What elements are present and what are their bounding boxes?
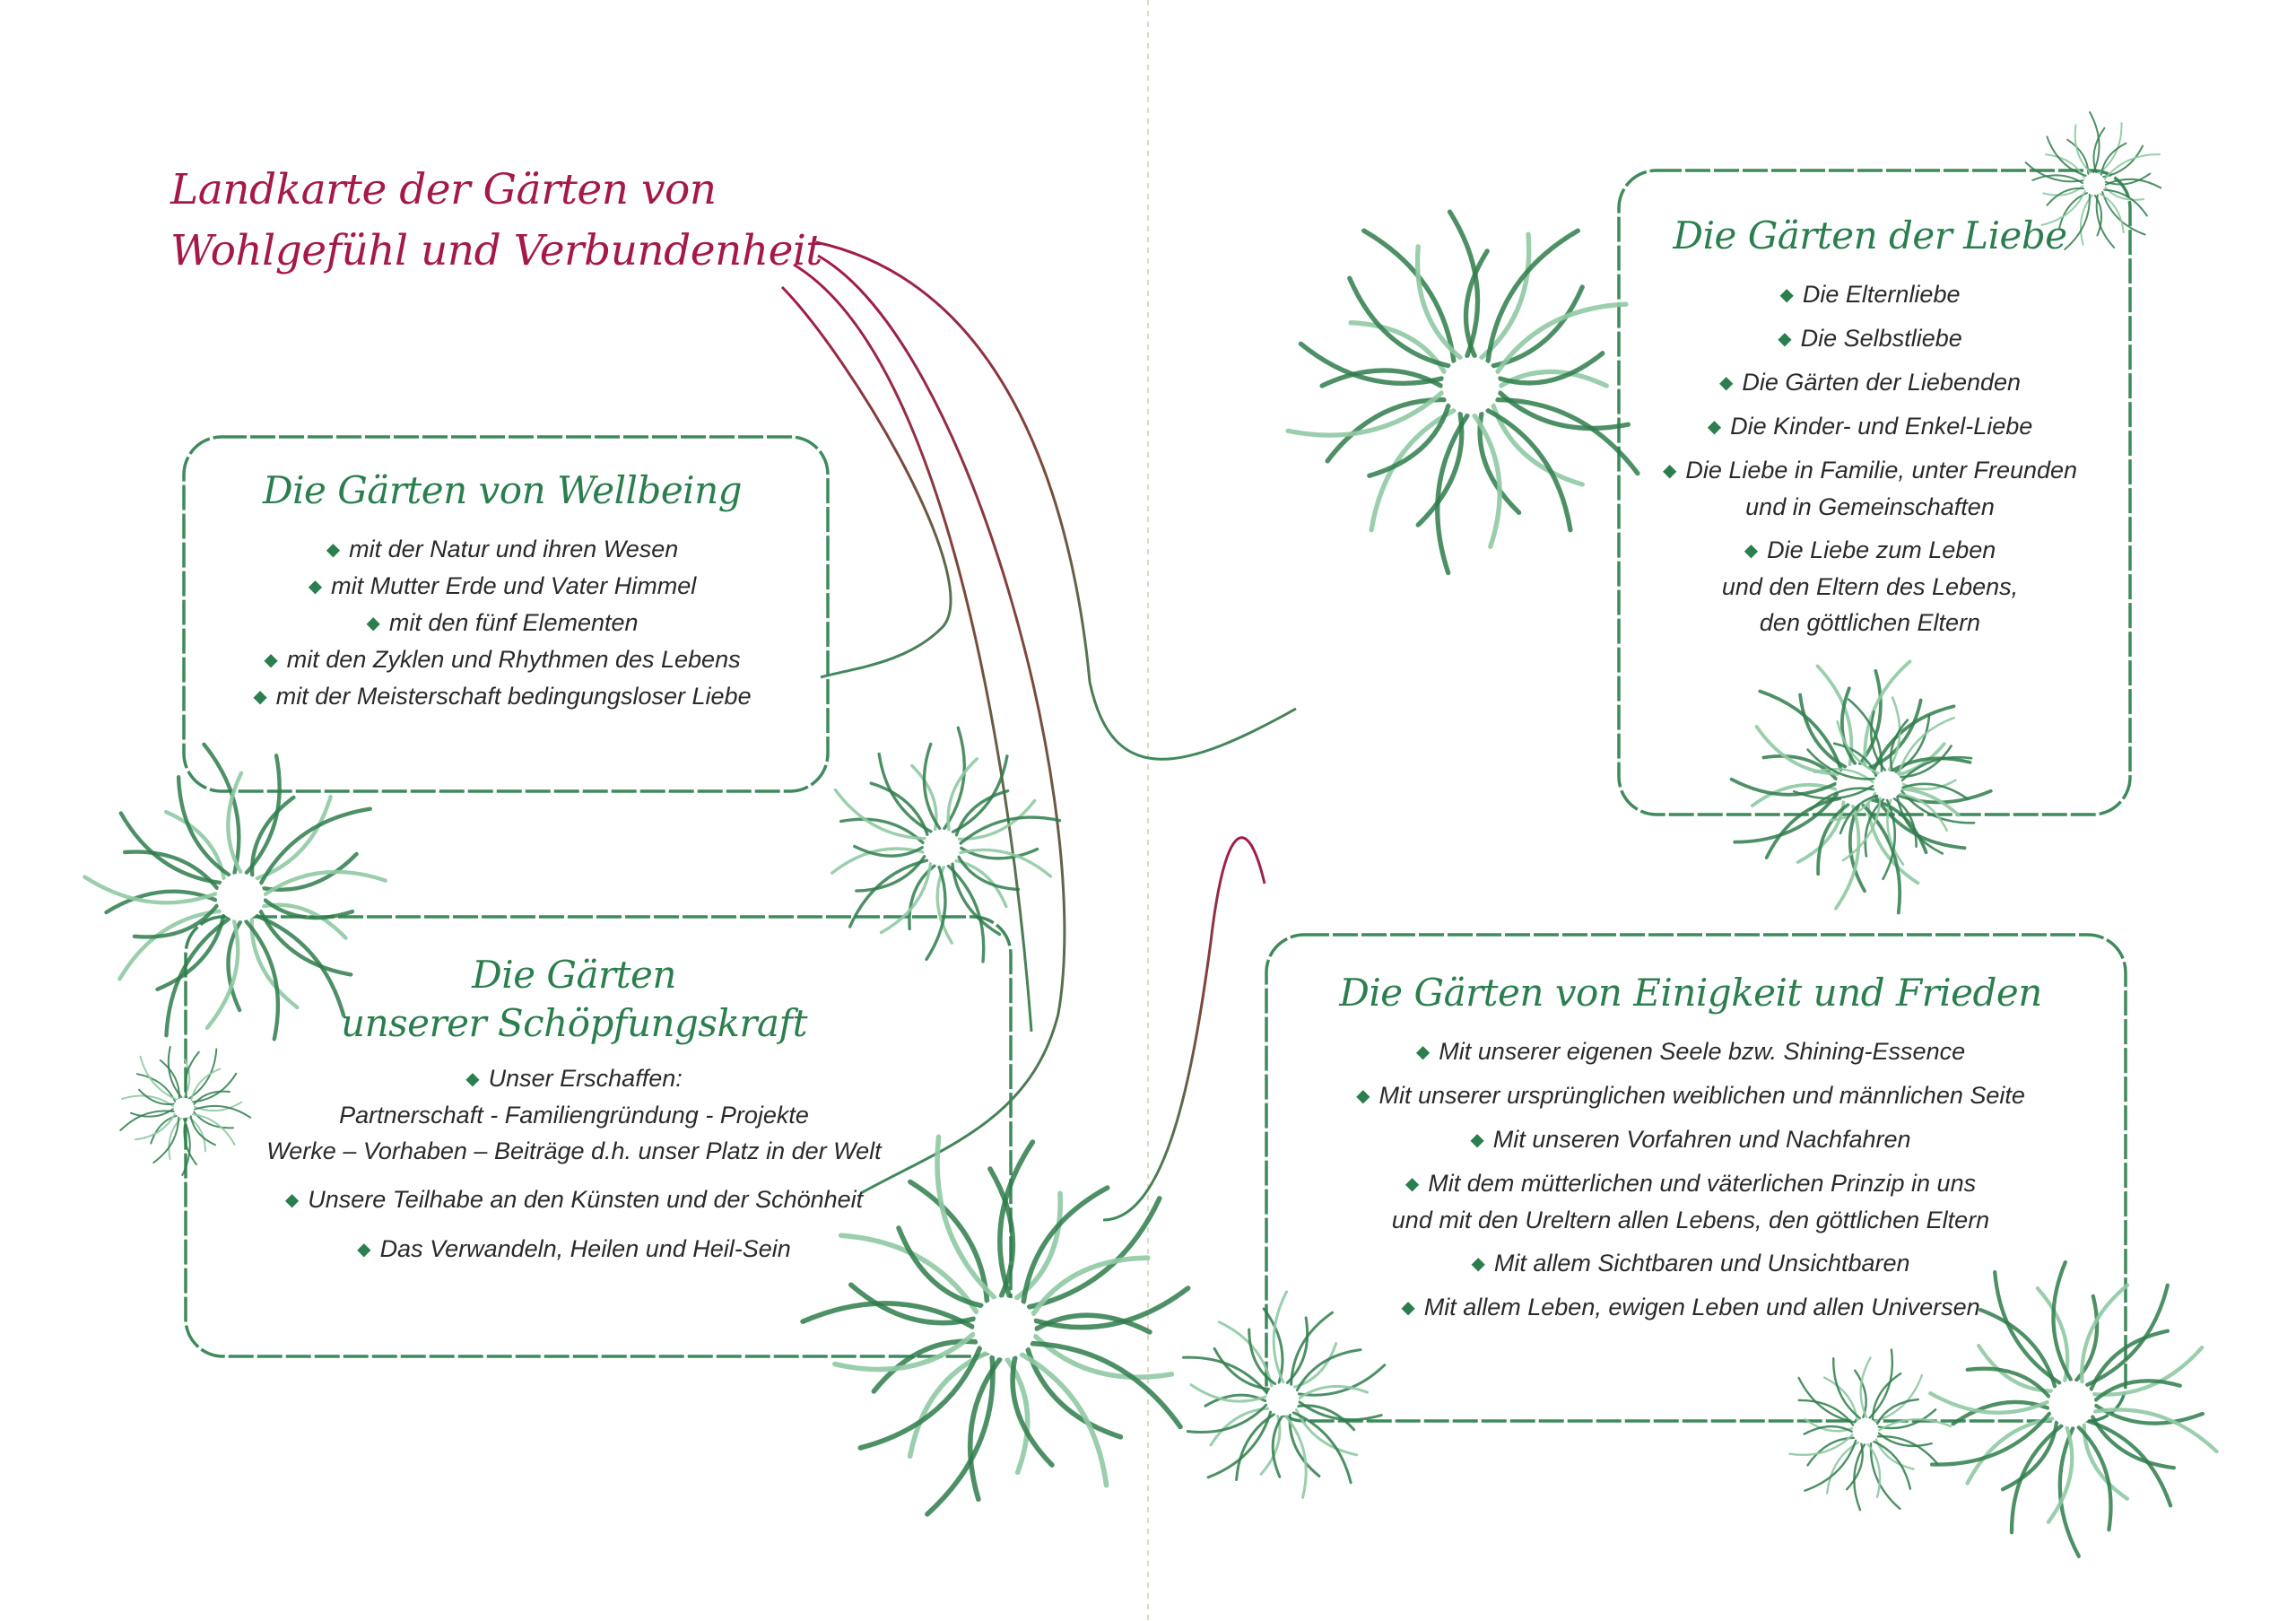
diamond-bullet-icon: ◆ xyxy=(1415,1042,1431,1062)
list-item xyxy=(184,605,821,641)
diamond-bullet-icon: ◆ xyxy=(1744,541,1759,561)
list-item-text: mit Mutter Erde und Vater Himmel xyxy=(331,572,697,599)
list-item-text: Unsere Teilhabe an den Künsten und der Schönheit xyxy=(308,1186,864,1213)
list-item xyxy=(1265,1245,2117,1282)
list-item xyxy=(1265,1121,2117,1158)
list-item-text: Das Verwandeln, Heilen und Heil-Sein xyxy=(379,1235,791,1262)
panel-title-text: Die Gärten der Liebe xyxy=(1673,214,2067,257)
map-title xyxy=(170,160,822,282)
list-item-text: Mit allem Leben, ewigen Leben und allen Universen xyxy=(1423,1294,1980,1320)
list-item xyxy=(184,641,821,678)
map-title-line2: Wohlgefühl und Verbundenheit xyxy=(170,226,822,275)
diamond-bullet-icon: ◆ xyxy=(308,577,323,597)
list-item-text-continued: und den Eltern des Lebens, xyxy=(1721,573,2019,600)
list-item xyxy=(1619,452,2121,525)
diamond-bullet-icon: ◆ xyxy=(1356,1086,1370,1106)
list-item-text-continued: und in Gemeinschaften xyxy=(1745,493,1995,520)
list-item-text-continued: Werke – Vorhaben – Beiträge d.h. unser Platz in der Welt xyxy=(266,1137,882,1164)
panel-frieden xyxy=(1265,969,2117,1333)
list-item-text: mit den Zyklen und Rhythmen des Lebens xyxy=(286,646,741,673)
list-item xyxy=(179,1181,969,1218)
diamond-bullet-icon: ◆ xyxy=(1778,329,1792,349)
diamond-bullet-icon: ◆ xyxy=(465,1069,480,1089)
list-item xyxy=(184,568,821,605)
diamond-bullet-icon: ◆ xyxy=(264,650,278,670)
sunburst-flower-icon xyxy=(832,728,1060,962)
list-item-text: Die Gärten der Liebenden xyxy=(1742,369,2022,396)
diamond-bullet-icon: ◆ xyxy=(357,1240,371,1259)
list-item-text: Mit unseren Vorfahren und Nachfahren xyxy=(1492,1126,1911,1153)
diamond-bullet-icon: ◆ xyxy=(284,1190,300,1210)
diamond-bullet-icon: ◆ xyxy=(1401,1298,1415,1318)
diamond-bullet-icon: ◆ xyxy=(1471,1254,1485,1274)
panel-title-schoepfungskraft xyxy=(179,951,969,1048)
list-item-text: Mit unserer eigenen Seele bzw. Shining-Essence xyxy=(1439,1038,1966,1065)
list-item xyxy=(1619,320,2121,357)
panel-title-frieden xyxy=(1265,969,2117,1017)
list-item xyxy=(1265,1289,2117,1326)
frieden-list xyxy=(1265,1033,2117,1326)
schoepfungskraft-list xyxy=(179,1060,969,1268)
panel-liebe xyxy=(1619,212,2121,648)
list-item-text: Mit dem mütterlichen und väterlichen Prinzip in uns xyxy=(1428,1170,1977,1197)
list-item-text: Die Liebe in Familie, unter Freunden xyxy=(1685,457,2078,484)
list-item-text: Unser Erschaffen: xyxy=(488,1065,683,1092)
list-item xyxy=(1619,364,2121,401)
list-item xyxy=(1265,1033,2117,1070)
panel-title-text: Die Gärten von Wellbeing xyxy=(262,468,743,512)
diamond-bullet-icon: ◆ xyxy=(1779,285,1794,305)
list-item-text: Die Kinder- und Enkel-Liebe xyxy=(1730,413,2033,440)
sunburst-flower-icon xyxy=(1790,1350,1951,1511)
list-item xyxy=(1619,532,2121,641)
list-item-text: Mit unserer ursprünglichen weiblichen und männlichen Seite xyxy=(1378,1082,2025,1109)
list-item xyxy=(179,1231,969,1268)
panel-title-wellbeing xyxy=(184,466,821,515)
list-item-text-continued: und mit den Ureltern allen Lebens, den göttlichen Eltern xyxy=(1391,1207,1990,1233)
diamond-bullet-icon: ◆ xyxy=(1470,1130,1484,1150)
list-item-text: Die Selbstliebe xyxy=(1800,325,1962,352)
panel-title-text: Die Gärten von Einigkeit und Frieden xyxy=(1339,971,2042,1015)
list-item xyxy=(1265,1165,2117,1238)
diamond-bullet-icon: ◆ xyxy=(1405,1174,1420,1194)
panel-wellbeing xyxy=(184,466,821,715)
list-item-text-continued: Partnerschaft - Familiengründung - Projekte xyxy=(339,1102,809,1129)
list-item-text: Die Elternliebe xyxy=(1802,281,1961,308)
map-title-line1: Landkarte der Gärten von xyxy=(170,165,717,214)
list-item-text: mit den fünf Elementen xyxy=(388,609,639,636)
list-item xyxy=(184,531,821,568)
panel-title-line2: unserer Schöpfungskraft xyxy=(341,1001,807,1045)
panel-title-line1: Die Gärten xyxy=(472,953,676,997)
diamond-bullet-icon: ◆ xyxy=(253,687,267,707)
diamond-bullet-icon: ◆ xyxy=(1662,461,1677,481)
diamond-bullet-icon: ◆ xyxy=(366,614,380,633)
list-item-text-continued: den göttlichen Eltern xyxy=(1759,609,1981,636)
list-item-text: mit der Natur und ihren Wesen xyxy=(349,536,679,562)
diamond-bullet-icon: ◆ xyxy=(1718,373,1734,393)
list-item-text: mit der Meisterschaft bedingungsloser Liebe xyxy=(275,683,752,710)
list-item xyxy=(1619,408,2121,445)
list-item xyxy=(179,1060,969,1169)
diamond-bullet-icon: ◆ xyxy=(326,540,341,560)
diamond-bullet-icon: ◆ xyxy=(1707,417,1722,437)
list-item xyxy=(184,678,821,715)
list-item xyxy=(1619,276,2121,313)
wellbeing-list xyxy=(184,531,821,715)
panel-schoepfungskraft xyxy=(179,951,969,1268)
list-item-text: Die Liebe zum Leben xyxy=(1767,536,1996,563)
sunburst-flower-icon xyxy=(1288,212,1638,572)
list-item-text: Mit allem Sichtbaren und Unsichtbaren xyxy=(1493,1250,1910,1277)
list-item xyxy=(1265,1077,2117,1114)
panel-title-liebe xyxy=(1619,212,2121,260)
liebe-list xyxy=(1619,276,2121,641)
